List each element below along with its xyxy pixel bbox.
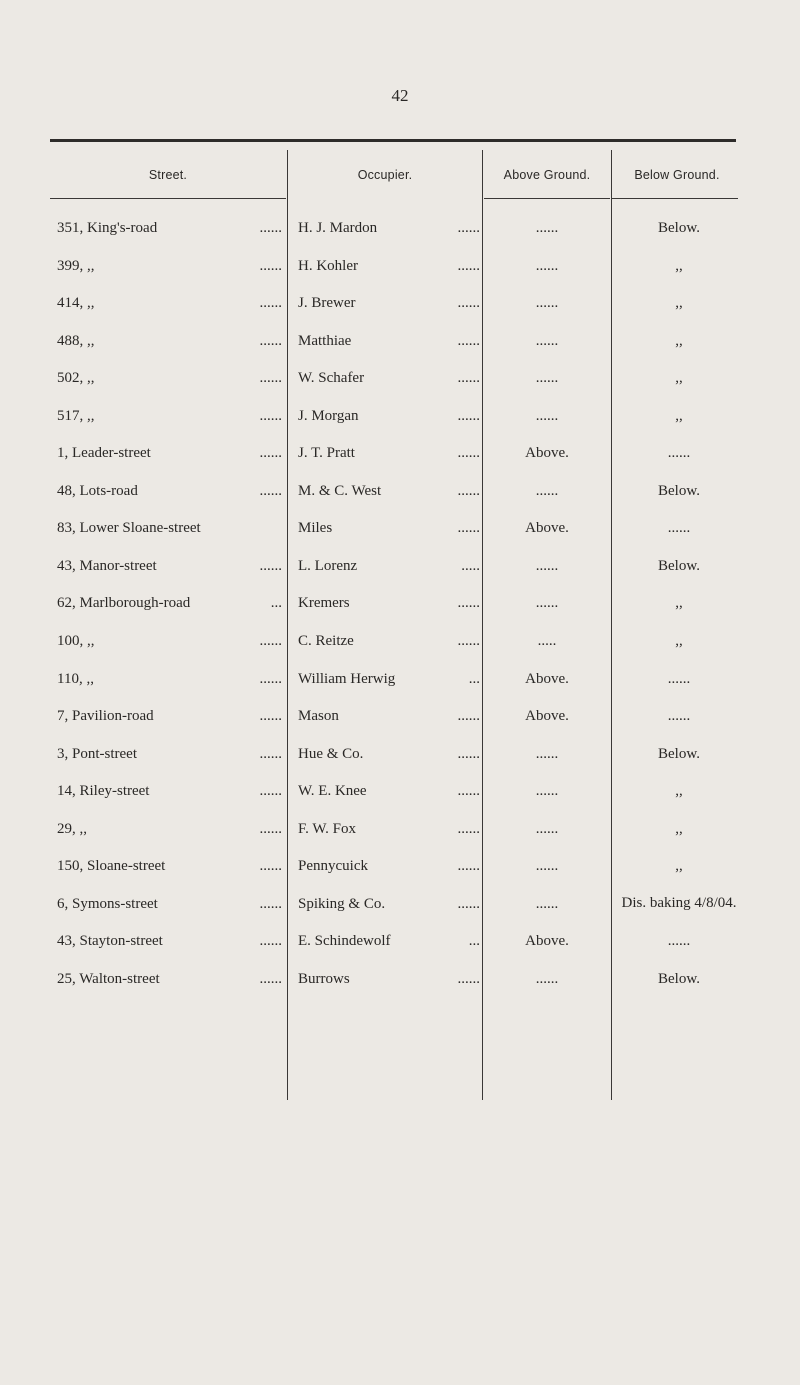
table-row [0, 706, 800, 744]
street-header-rule [50, 198, 286, 199]
street-leader-dots: ... [270, 595, 282, 612]
occupier-leader-dots: ...... [457, 407, 480, 424]
street-leader-dots: ...... [259, 220, 282, 236]
below-ground-cell: ...... [667, 520, 691, 537]
above-ground-cell: ...... [535, 820, 559, 837]
street-cell [57, 744, 282, 764]
street-cell [57, 781, 282, 801]
below-ground-cell: Below. [658, 970, 700, 987]
street-text: 1, Leader-street [57, 445, 151, 462]
below-ground-cell: Below. [658, 482, 700, 499]
street-cell [57, 218, 282, 238]
below-ground-cell: ...... [667, 445, 691, 462]
street-text: 6, Symons-street [57, 895, 158, 912]
above-ground-cell: Above. [525, 933, 569, 950]
occupier-cell [298, 593, 480, 613]
above-ground-cell: ...... [535, 370, 559, 387]
occupier-text: William Herwig [298, 670, 396, 687]
occupier-text: Burrows [298, 970, 350, 987]
occupier-text: W. Schafer [298, 370, 365, 387]
occupier-cell [298, 819, 480, 839]
above-ground-cell: Above. [525, 670, 569, 687]
street-text: 399, ,, [57, 257, 95, 274]
street-cell [57, 894, 282, 914]
occupier-leader-dots: ...... [457, 520, 480, 537]
occupier-text: Kremers [298, 595, 350, 612]
street-cell [57, 556, 282, 576]
occupier-leader-dots: ... [468, 933, 480, 950]
occupier-cell [298, 481, 480, 501]
table-row [0, 406, 800, 444]
below-ground-cell: ...... [667, 708, 691, 725]
occupier-cell [298, 781, 480, 801]
table-row [0, 894, 800, 932]
street-cell [57, 443, 282, 463]
table-row [0, 593, 800, 631]
street-text: 110, ,, [57, 670, 94, 687]
occupier-text: F. W. Fox [298, 820, 356, 837]
occupier-cell [298, 293, 480, 313]
street-column-header: Street. [148, 168, 188, 182]
table-row [0, 781, 800, 819]
above-ground-cell: ...... [535, 595, 559, 612]
occupier-cell [298, 856, 480, 876]
above-header-rule [484, 198, 610, 199]
occupier-text: H. Kohler [298, 257, 358, 274]
occupier-cell [298, 406, 480, 426]
occupier-leader-dots: ...... [457, 482, 480, 499]
table-row [0, 744, 800, 782]
occupier-leader-dots: ...... [457, 445, 480, 462]
occupier-text: Matthiae [298, 332, 352, 349]
street-text: 62, Marlborough-road [57, 595, 191, 612]
table-row [0, 556, 800, 594]
table-row [0, 931, 800, 969]
occupier-cell [298, 969, 480, 989]
below-ground-cell: ,, [675, 633, 683, 650]
street-text: 43, Stayton-street [57, 933, 163, 950]
table-row [0, 256, 800, 294]
occupier-cell [298, 518, 480, 538]
table-row [0, 669, 800, 707]
occupier-leader-dots: ...... [457, 257, 480, 274]
table-row [0, 331, 800, 369]
occupier-leader-dots: ...... [457, 332, 480, 349]
street-leader-dots: ...... [259, 783, 282, 800]
occupier-text: H. J. Mardon [298, 220, 378, 236]
occupier-text: Pennycuick [298, 858, 368, 875]
occupier-leader-dots: ...... [457, 858, 480, 875]
street-leader-dots: ...... [259, 933, 282, 950]
street-text: 25, Walton-street [57, 970, 160, 987]
street-text: 83, Lower Sloane-street [57, 520, 201, 537]
street-leader-dots: ...... [259, 970, 282, 987]
occupier-leader-dots: ...... [457, 295, 480, 312]
occupier-column-header: Occupier. [357, 168, 413, 182]
street-text: 517, ,, [57, 407, 95, 424]
street-cell [57, 706, 282, 726]
above-ground-column-header: Above Ground. [503, 168, 591, 182]
table-row [0, 856, 800, 894]
street-leader-dots: ...... [259, 370, 282, 387]
table-row [0, 631, 800, 669]
occupier-text: C. Reitze [298, 633, 354, 650]
street-leader-dots: ...... [259, 482, 282, 499]
above-ground-cell: ...... [535, 970, 559, 987]
occupier-cell [298, 931, 480, 951]
occupier-cell [298, 631, 480, 651]
occupier-text: E. Schindewolf [298, 933, 391, 950]
below-ground-cell: ,, [675, 295, 683, 312]
street-cell [57, 256, 282, 276]
occupier-leader-dots: ...... [457, 895, 480, 912]
street-text: 43, Manor-street [57, 557, 157, 574]
table-row [0, 518, 800, 556]
street-leader-dots: ...... [259, 820, 282, 837]
below-ground-cell: ,, [675, 257, 683, 274]
occupier-leader-dots: ...... [457, 783, 480, 800]
street-leader-dots: ...... [259, 745, 282, 762]
table-row [0, 443, 800, 481]
occupier-leader-dots: ... [468, 670, 480, 687]
street-text: 351, King's-road [57, 220, 158, 236]
occupier-cell [298, 443, 480, 463]
above-ground-cell: ...... [535, 257, 559, 274]
occupier-text: Hue & Co. [298, 745, 364, 762]
occupier-leader-dots: ..... [461, 557, 480, 574]
below-ground-cell: ,, [675, 407, 683, 424]
above-ground-cell: ...... [535, 745, 559, 762]
street-leader-dots: ...... [259, 670, 282, 687]
street-text: 7, Pavilion-road [57, 708, 154, 725]
below-ground-cell: Dis. baking 4/8/04. [621, 894, 737, 911]
below-ground-cell: ,, [675, 783, 683, 800]
occupier-cell [298, 744, 480, 764]
street-leader-dots: ...... [259, 445, 282, 462]
street-text: 14, Riley-street [57, 783, 150, 800]
street-leader-dots: ...... [259, 858, 282, 875]
above-ground-cell: Above. [525, 520, 569, 537]
below-ground-cell: ...... [667, 933, 691, 950]
occupier-text: Miles [298, 520, 333, 537]
table-row [0, 481, 800, 519]
street-text: 48, Lots-road [57, 482, 138, 499]
above-ground-cell: ...... [535, 220, 559, 236]
occupier-text: J. Morgan [298, 407, 359, 424]
occupier-leader-dots: ...... [457, 820, 480, 837]
occupier-text: M. & C. West [298, 482, 382, 499]
below-ground-cell: Below. [658, 220, 700, 236]
top-rule [50, 139, 736, 142]
street-leader-dots: ...... [259, 557, 282, 574]
above-ground-cell: ...... [535, 332, 559, 349]
occupier-cell [298, 218, 480, 238]
street-cell [57, 481, 282, 501]
occupier-leader-dots: ...... [457, 595, 480, 612]
occupier-leader-dots: ...... [457, 745, 480, 762]
street-text: 502, ,, [57, 370, 95, 387]
table-row [0, 819, 800, 857]
occupier-text: Spiking & Co. [298, 895, 386, 912]
below-ground-column-header: Below Ground. [634, 168, 720, 182]
street-cell [57, 669, 282, 689]
street-text: 150, Sloane-street [57, 858, 166, 875]
street-leader-dots: ...... [259, 257, 282, 274]
occupier-text: W. E. Knee [298, 783, 367, 800]
street-cell [57, 856, 282, 876]
below-ground-cell: ,, [675, 858, 683, 875]
street-text: 29, ,, [57, 820, 87, 837]
occupier-cell [298, 368, 480, 388]
occupier-leader-dots: ...... [457, 708, 480, 725]
street-cell [57, 406, 282, 426]
street-text: 414, ,, [57, 295, 95, 312]
above-ground-cell: ...... [535, 407, 559, 424]
below-ground-cell: ,, [675, 595, 683, 612]
occupier-text: J. Brewer [298, 295, 356, 312]
above-ground-cell: ..... [537, 633, 557, 650]
above-ground-cell: ...... [535, 295, 559, 312]
street-text: 488, ,, [57, 332, 95, 349]
street-leader-dots: ...... [259, 407, 282, 424]
occupier-text: J. T. Pratt [298, 445, 355, 462]
occupier-cell [298, 894, 480, 914]
street-cell [57, 368, 282, 388]
below-header-rule [612, 198, 738, 199]
street-leader-dots: ...... [259, 332, 282, 349]
above-ground-cell: ...... [535, 482, 559, 499]
table-row [0, 368, 800, 406]
street-text: 100, ,, [57, 633, 95, 650]
bakehouse-table-body [0, 218, 800, 1006]
street-cell [57, 631, 282, 651]
street-cell [57, 969, 282, 989]
page-number: 42 [391, 86, 409, 105]
occupier-cell [298, 669, 480, 689]
occupier-text: Mason [298, 708, 339, 725]
occupier-leader-dots: ...... [457, 370, 480, 387]
street-leader-dots: ...... [259, 895, 282, 912]
below-ground-cell: ,, [675, 820, 683, 837]
occupier-cell [298, 256, 480, 276]
table-row [0, 969, 800, 1007]
occupier-cell [298, 706, 480, 726]
occupier-leader-dots: ...... [457, 633, 480, 650]
above-ground-cell: Above. [525, 445, 569, 462]
below-ground-cell: Below. [658, 557, 700, 574]
below-ground-cell: Below. [658, 745, 700, 762]
above-ground-cell: Above. [525, 708, 569, 725]
below-ground-cell: ,, [675, 370, 683, 387]
street-cell [57, 593, 282, 613]
occupier-text: L. Lorenz [298, 557, 358, 574]
above-ground-cell: ...... [535, 557, 559, 574]
street-cell [57, 518, 282, 538]
occupier-cell [298, 556, 480, 576]
occupier-leader-dots: ...... [457, 220, 480, 236]
street-leader-dots: ...... [259, 708, 282, 725]
table-row [0, 293, 800, 331]
street-text: 3, Pont-street [57, 745, 137, 762]
street-cell [57, 293, 282, 313]
occupier-cell [298, 331, 480, 351]
street-cell [57, 819, 282, 839]
above-ground-cell: ...... [535, 783, 559, 800]
table-row [0, 218, 800, 256]
above-ground-cell: ...... [535, 858, 559, 875]
below-ground-cell: ...... [667, 670, 691, 687]
occupier-leader-dots: ...... [457, 970, 480, 987]
street-cell [57, 931, 282, 951]
street-leader-dots: ...... [259, 295, 282, 312]
street-leader-dots: ...... [259, 633, 282, 650]
street-cell [57, 331, 282, 351]
below-ground-cell: ,, [675, 332, 683, 349]
above-ground-cell: ...... [535, 895, 559, 912]
